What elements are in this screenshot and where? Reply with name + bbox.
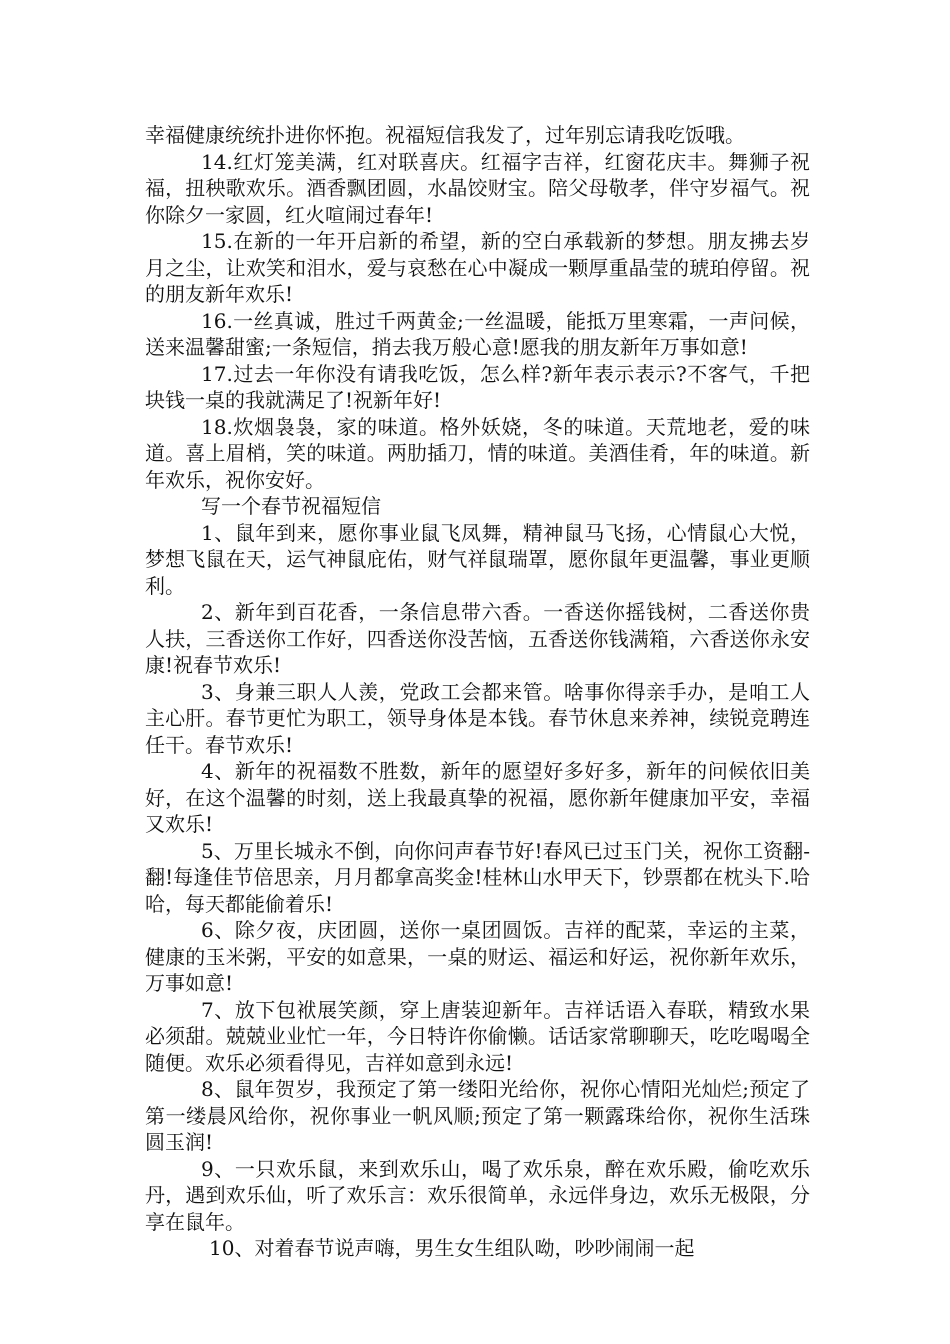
paragraph-item-9: 9、一只欢乐鼠，来到欢乐山，喝了欢乐泉，醉在欢乐殿，偷吃欢乐丹，遇到欢乐仙，听了欢乐言：欢乐很简单，永远伴身边，欢乐无极限，分享在鼠年。 xyxy=(145,1156,810,1234)
document-body xyxy=(145,122,810,1262)
paragraph-item-14: 14.红灯笼美满，红对联喜庆。红福字吉祥，红窗花庆丰。舞狮子祝福，扭秧歌欢乐。酒香飘团圆，水晶饺财宝。陪父母敬孝，伴守岁福气。祝你除夕一家圆，红火喧闹过春年! xyxy=(145,149,810,227)
paragraph-item-18: 18.炊烟袅袅，家的味道。格外妖娆，冬的味道。天荒地老，爱的味道。喜上眉梢，笑的味道。两肋插刀，情的味道。美酒佳肴，年的味道。新年欢乐，祝你安好。 xyxy=(145,414,810,492)
section-heading: 写一个春节祝福短信 xyxy=(201,494,381,518)
paragraph-continuation: 幸福健康统统扑进你怀抱。祝福短信我发了，过年别忘请我吃饭哦。 xyxy=(145,123,745,147)
paragraph-item-3: 3、身兼三职人人羡，党政工会都来管。啥事你得亲手办，是咱工人主心肝。春节更忙为职工，领导身体是本钱。春节休息来养神，续锐竞聘连任干。春节欢乐! xyxy=(145,679,810,757)
paragraph-item-17: 17.过去一年你没有请我吃饭，怎么样?新年表示表示?不客气，千把块钱一桌的我就满足了!祝新年好! xyxy=(145,361,810,412)
paragraph-item-16: 16.一丝真诚，胜过千两黄金;一丝温暖，能抵万里寒霜，一声问候，送来温馨甜蜜;一条短信，捎去我万般心意!愿我的朋友新年万事如意! xyxy=(145,308,810,359)
paragraph-item-7: 7、放下包袱展笑颜，穿上唐装迎新年。吉祥话语入春联，精致水果必须甜。兢兢业业忙一年，今日特许你偷懒。话话家常聊聊天，吃吃喝喝全随便。欢乐必须看得见，吉祥如意到永远! xyxy=(145,997,810,1075)
paragraph-item-1: 1、鼠年到来，愿你事业鼠飞凤舞，精神鼠马飞扬，心情鼠心大悦，梦想飞鼠在天，运气神鼠庇佑，财气祥鼠瑞罩，愿你鼠年更温馨，事业更顺利。 xyxy=(145,520,810,598)
paragraph-item-2: 2、新年到百花香，一条信息带六香。一香送你摇钱树，二香送你贵人扶，三香送你工作好，四香送你没苦恼，五香送你钱满箱，六香送你永安康!祝春节欢乐! xyxy=(145,600,810,677)
paragraph-item-15: 15.在新的一年开启新的希望，新的空白承载新的梦想。朋友拂去岁月之尘，让欢笑和泪水，爱与哀愁在心中凝成一颗厚重晶莹的琥珀停留。祝的朋友新年欢乐! xyxy=(145,229,810,306)
paragraph-item-5: 5、万里长城永不倒，向你问声春节好!春风已过玉门关，祝你工资翻-翻!每逢佳节倍思亲，月月都拿高奖金!桂林山水甲天下，钞票都在枕头下.哈哈，每天都能偷着乐! xyxy=(145,838,810,916)
paragraph-item-4: 4、新年的祝福数不胜数，新年的愿望好多好多，新年的问候依旧美好，在这个温馨的时刻，送上我最真挚的祝福，愿你新年健康加平安，幸福又欢乐! xyxy=(145,759,810,836)
paragraph-item-8: 8、鼠年贺岁，我预定了第一缕阳光给你，祝你心情阳光灿烂;预定了第一缕晨风给你，祝你事业一帆风顺;预定了第一颗露珠给你，祝你生活珠圆玉润! xyxy=(145,1077,810,1154)
paragraph-item-6: 6、除夕夜，庆团圆，送你一桌团圆饭。吉祥的配菜，幸运的主菜，健康的玉米粥，平安的如意果，一桌的财运、福运和好运，祝你新年欢乐，万事如意! xyxy=(145,918,810,995)
paragraph-item-10: 10、对着春节说声嗨，男生女生组队呦，吵吵闹闹一起 xyxy=(209,1236,695,1260)
